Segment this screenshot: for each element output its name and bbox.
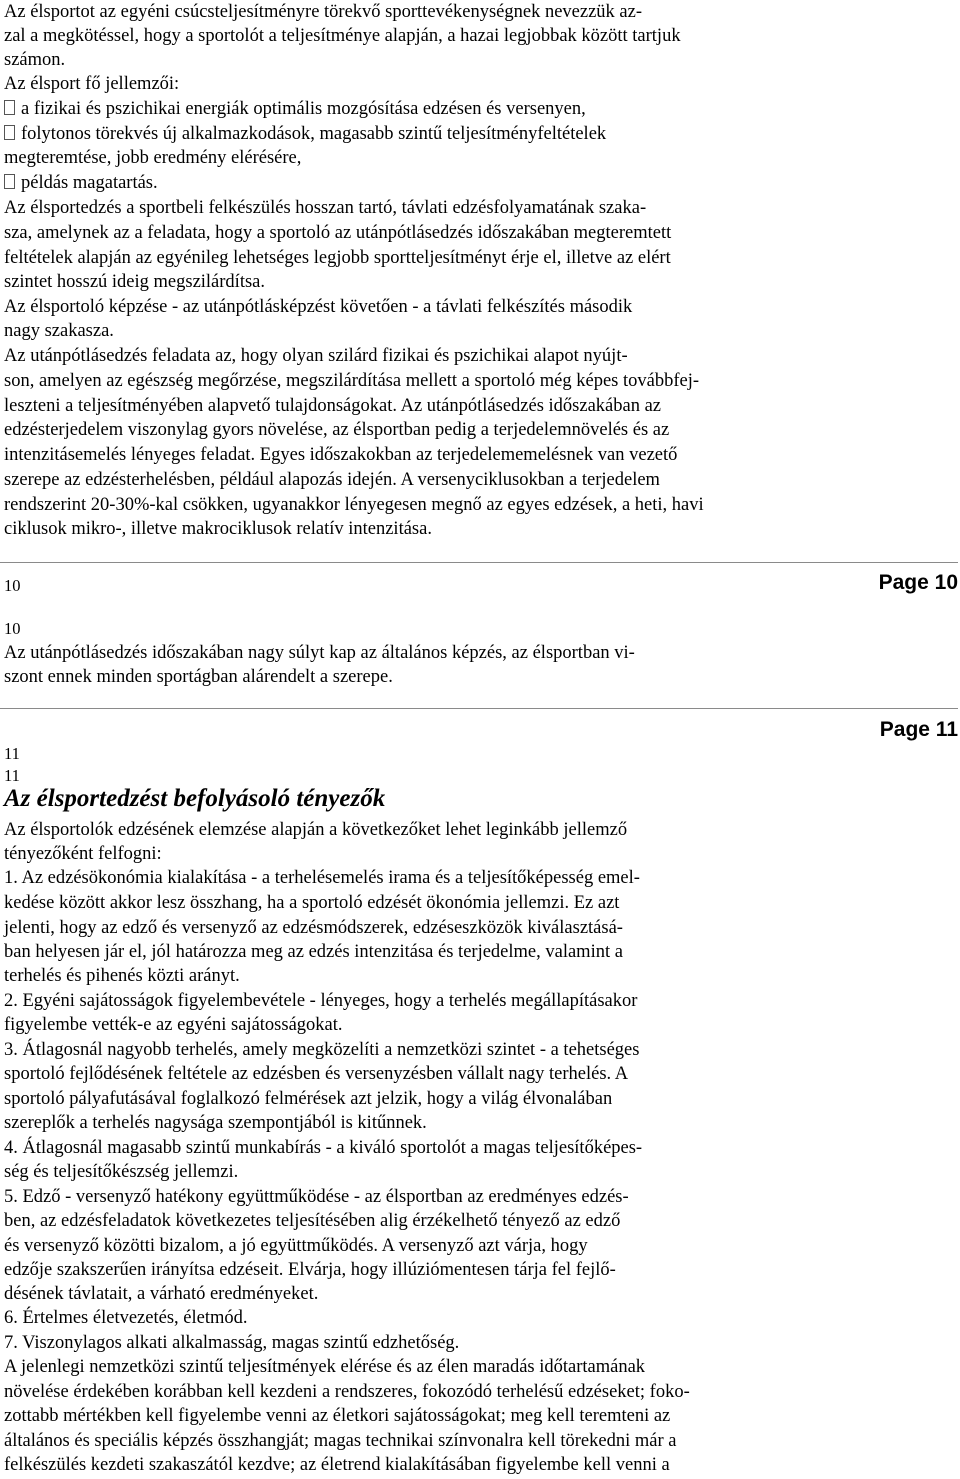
text-line: Az élsport fő jellemzői: — [4, 74, 180, 94]
text-line: edzésterjedelem viszonylag gyors növelése, az élsportban pedig a terjedelemnövelés és az — [4, 420, 670, 440]
text-line: désének távlatait, a várható eredményeket. — [4, 1284, 319, 1304]
page-label: Page 10 — [878, 571, 958, 594]
bullet-item: a fizikai és pszichikai energiák optimális mozgósítása edzésen és versenyen, — [4, 97, 586, 121]
page-number: 11 — [4, 744, 20, 763]
text-line: általános és speciális képzés összhangját; magas technikai színvonalra kell törekedni már a — [4, 1431, 677, 1451]
text-line: megteremtése, jobb eredmény elérésére, — [4, 148, 302, 168]
page-separator — [0, 562, 958, 563]
page-number: 11 — [4, 766, 20, 785]
text-line: szont ennek minden sportágban alárendelt a szerepe. — [4, 667, 393, 687]
text-line: szintet hosszú ideig megszilárdítsa. — [4, 272, 265, 292]
bullet-item: folytonos törekvés új alkalmazkodások, magasabb szintű teljesítményfeltételek — [4, 122, 606, 146]
text-line: jelenti, hogy az edző és versenyző az edzésmódszerek, edzéseszközök kiválasztásá- — [4, 918, 623, 938]
text-line: tényezőként felfogni: — [4, 844, 162, 864]
text-line: kedése között akkor lesz összhang, ha a sportoló edzését ökonómia jellemzi. Ez azt — [4, 893, 620, 913]
text-line: feltételek alapján az egyénileg lehetséges legjobb sportteljesítményt érje el, illetve az elért — [4, 248, 671, 268]
text-line: A jelenlegi nemzetközi szintű teljesítmények elérése és az élen maradás időtartamának — [4, 1357, 646, 1377]
text-line: Az élsportolók edzésének elemzése alapján a következőket lehet leginkább jellemző — [4, 820, 628, 840]
text-line: 6. Értelmes életvezetés, életmód. — [4, 1308, 248, 1328]
section-heading: Az élsportedzést befolyásoló tényezők — [4, 785, 386, 812]
page-label: Page 11 — [879, 718, 958, 741]
text-line: leszteni a teljesítményében alapvető tulajdonságokat. Az utánpótlásedzés időszakában az — [4, 396, 662, 416]
text-line: Az élsportedzés a sportbeli felkészülés hosszan tartó, távlati edzésfolyamatának szaka- — [4, 198, 647, 218]
text-line: 5. Edző - versenyző hatékony együttműködése - az élsportban az eredményes edzés- — [4, 1187, 629, 1207]
text-line: növelése érdekében korábban kell kezdeni a rendszeres, fokozódó terhelésű edzéseket; foko- — [4, 1382, 690, 1402]
text-line: 1. Az edzésökonómia kialakítása - a terhelésemelés irama és a teljesítőképesség emel- — [4, 868, 640, 888]
page-separator — [0, 708, 958, 709]
text-line: intenzitásemelés lényeges feladat. Egyes időszakokban az terjedelememelésnek van vezető — [4, 445, 678, 465]
text-line: rendszerint 20-30%-kal csökken, ugyanakkor lényegesen megnő az egyes edzések, a heti, havi — [4, 495, 704, 515]
text-line: ben, az edzésfeladatok következetes teljesítésében alig érzékelhető tényező az edző — [4, 1211, 621, 1231]
text-line: sportoló pályafutásával foglalkozó felmérések azt jelzik, hogy a világ élvonalában — [4, 1089, 613, 1109]
text-line: edzője szakszerűen irányítsa edzéseit. Elvárja, hogy illúziómentesen tárja fel fejlő- — [4, 1260, 616, 1280]
text-line: Az élsportot az egyéni csúcsteljesítményre törekvő sporttevékenységnek nevezzük az- — [4, 2, 642, 22]
text-line: 7. Viszonylagos alkati alkalmasság, magas szintű edzhetőség. — [4, 1333, 460, 1353]
bullet-box-icon — [4, 100, 15, 115]
text-line: zal a megkötéssel, hogy a sportolót a teljesítménye alapján, a hazai legjobbak között tartjuk — [4, 26, 681, 46]
bullet-item: példás magatartás. — [4, 171, 158, 195]
text-line: sportoló fejlődésének feltétele az edzésben és versenyzésben vállalt nagy terhelés. A — [4, 1064, 629, 1084]
text-line: sza, amelynek az a feladata, hogy a sportoló az utánpótlásedzés időszakában megteremtett — [4, 223, 672, 243]
text-line: Az utánpótlásedzés időszakában nagy súlyt kap az általános képzés, az élsportban vi- — [4, 643, 635, 663]
text-line: 2. Egyéni sajátosságok figyelembevétele - lényeges, hogy a terhelés megállapításakor — [4, 991, 638, 1011]
text-line: ség és teljesítőkészség jellemzi. — [4, 1162, 239, 1182]
text-line: figyelembe vették-e az egyéni sajátosságokat. — [4, 1015, 343, 1035]
text-line: szereplők a terhelés nagysága szempontjából is kitűnnek. — [4, 1113, 427, 1133]
text-line: ban helyesen jár el, jól határozza meg az edzés intenzitása és terjedelme, valamint a — [4, 942, 623, 962]
text-line: 3. Átlagosnál nagyobb terhelés, amely megközelíti a nemzetközi szintet - a tehetséges — [4, 1040, 640, 1060]
text-line: zottabb mértékben kell figyelembe venni az életkori sajátosságokat; meg kell teremteni az — [4, 1406, 671, 1426]
text-line: ciklusok mikro-, illetve makrociklusok relatív intenzitása. — [4, 519, 432, 539]
text-line: Az utánpótlásedzés feladata az, hogy olyan szilárd fizikai és pszichikai alapot nyújt- — [4, 346, 628, 366]
page-number: 10 — [4, 619, 21, 638]
text-line: felkészülés kezdeti szakaszától kezdve; az életrend kialakításában figyelembe kell venni a — [4, 1455, 670, 1475]
text-line: son, amelyen az egészség megőrzése, megszilárdítása mellett a sportoló még képes továbbfej- — [4, 371, 700, 391]
text-line: 4. Átlagosnál magasabb szintű munkabírás - a kiváló sportolót a magas teljesítőképes- — [4, 1138, 643, 1158]
text-line: nagy szakasza. — [4, 321, 114, 341]
text-line: számon. — [4, 50, 66, 70]
bullet-box-icon — [4, 174, 15, 189]
bullet-box-icon — [4, 125, 15, 140]
page-number: 10 — [4, 576, 21, 595]
text-line: és versenyző közötti bizalom, a jó együttműködés. A versenyző azt várja, hogy — [4, 1236, 588, 1256]
text-line: Az élsportoló képzése - az utánpótlásképzést követően - a távlati felkészítés második — [4, 297, 633, 317]
text-line: terhelés és pihenés közti arányt. — [4, 966, 240, 986]
text-line: szerepe az edzésterhelésben, például alapozás idején. A versenyciklusokban a terjedelem — [4, 470, 660, 490]
